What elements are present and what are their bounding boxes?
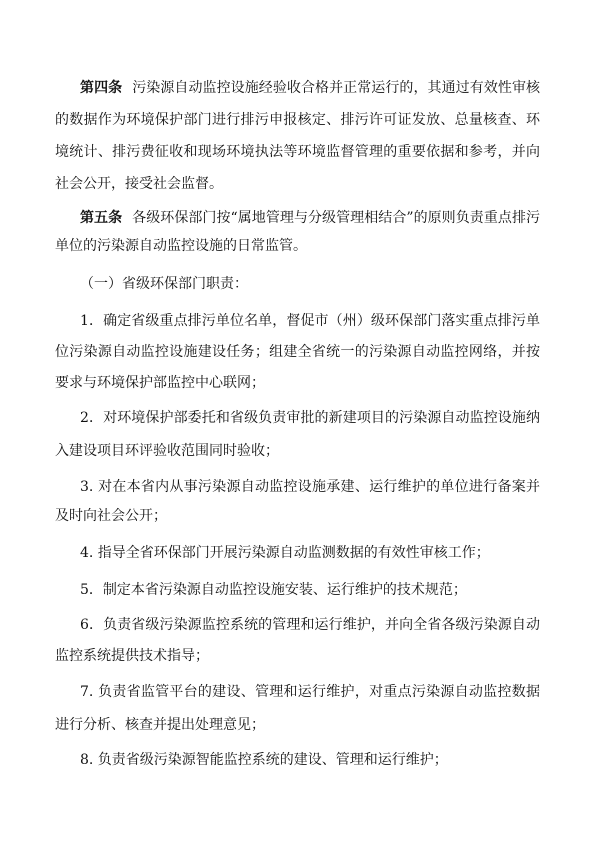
article-4-line-2: 的数据作为环境保护部门进行排污申报核定、排污许可证发放、总量核查、环 xyxy=(55,112,540,128)
article-5-line-2: 单位的污染源自动监控设施的日常监管。 xyxy=(55,238,307,254)
list-item-8: 8. 负责省级污染源智能监控系统的建设、管理和运行维护； xyxy=(80,752,448,768)
list-item-7-line-2: 进行分析、核查并提出处理意见； xyxy=(55,717,265,733)
list-item-7-line-1: 7. 负责省监管平台的建设、管理和运行维护，对重点污染源自动监控数据 xyxy=(80,684,540,700)
article-5-line-1 xyxy=(80,208,540,228)
article-4-line-4: 社会公开，接受社会监督。 xyxy=(55,176,223,192)
list-item-2-line-2: 入建设项目环评验收范围同时验收； xyxy=(55,443,279,459)
list-item-3-line-2: 及时向社会公开； xyxy=(55,508,167,524)
article-4-line-3: 境统计、排污费征收和现场环境执法等环境监督管理的重要依据和参考，并向 xyxy=(55,144,540,160)
article-5-text: 各级环保部门按“属地管理与分级管理相结合”的原则负责重点排污 xyxy=(132,210,540,226)
list-item-1-line-3: 要求与环境保护部监控中心联网； xyxy=(55,375,265,391)
article-4-text: 污染源自动监控设施经验收合格并正常运行的，其通过有效性审核 xyxy=(132,80,541,96)
article-5-heading: 第五条 xyxy=(80,210,123,226)
list-item-1-line-1: 1．确定省级重点排污单位名单，督促市（州）级环保部门落实重点排污单 xyxy=(80,313,540,329)
section-heading-provincial: （一）省级环保部门职责： xyxy=(80,276,248,292)
list-item-6-line-1: 6．负责省级污染源监控系统的管理和运行维护，并向全省各级污染源自动 xyxy=(80,617,540,633)
list-item-1-line-2: 位污染源自动监控设施建设任务；组建全省统一的污染源自动监控网络，并按 xyxy=(55,344,540,360)
article-4-line-1 xyxy=(80,78,540,98)
list-item-3-line-1: 3. 对在本省内从事污染源自动监控设施承建、运行维护的单位进行备案并 xyxy=(80,479,540,495)
article-4-heading: 第四条 xyxy=(80,80,123,96)
list-item-4: 4. 指导全省环保部门开展污染源自动监测数据的有效性审核工作； xyxy=(80,545,490,561)
list-item-6-line-2: 监控系统提供技术指导； xyxy=(55,648,209,664)
list-item-5: 5．制定本省污染源自动监控设施安装、运行维护的技术规范； xyxy=(80,582,467,598)
list-item-2-line-1: 2．对环境保护部委托和省级负责审批的新建项目的污染源自动监控设施纳 xyxy=(80,410,540,426)
